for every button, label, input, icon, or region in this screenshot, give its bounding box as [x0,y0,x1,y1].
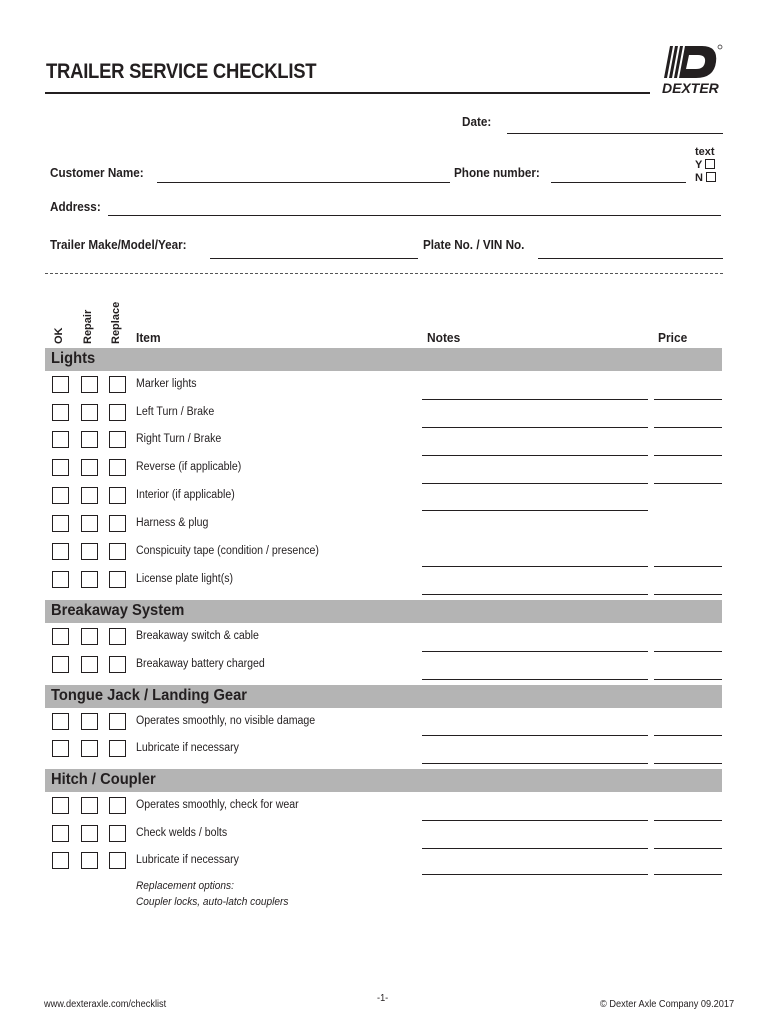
replace-checkbox[interactable] [109,797,126,814]
price-field[interactable] [654,763,722,764]
page-title: TRAILER SERVICE CHECKLIST [46,60,317,83]
ok-checkbox[interactable] [52,543,69,560]
notes-field[interactable] [422,399,648,400]
section-title: Lights [51,350,96,367]
checklist-row [45,571,725,599]
notes-field[interactable] [422,848,648,849]
brand-name: DEXTER [662,80,719,96]
checklist-row [45,404,725,432]
section-breakaway-system [45,600,722,623]
footer-url[interactable]: www.dexteraxle.com/checklist [44,999,167,1010]
ok-checkbox[interactable] [52,431,69,448]
ok-checkbox[interactable] [52,713,69,730]
address-field[interactable] [108,215,721,216]
text-yes-checkbox[interactable] [705,159,715,169]
replace-checkbox[interactable] [109,740,126,757]
item-label: License plate light(s) [136,573,234,585]
plate-vin-field[interactable] [538,258,723,259]
item-label: Lubricate if necessary [136,854,239,866]
repair-checkbox[interactable] [81,376,98,393]
trailer-field[interactable] [210,258,418,259]
repair-checkbox[interactable] [81,404,98,421]
replace-checkbox[interactable] [109,543,126,560]
item-label: Right Turn / Brake [136,433,222,445]
text-yes-label: Y [695,159,703,171]
notes-field[interactable] [422,594,648,595]
notes-field[interactable] [422,427,648,428]
ok-checkbox[interactable] [52,740,69,757]
item-label: Check welds / bolts [136,827,228,839]
checklist-row [45,713,725,741]
checklist-row [45,487,725,515]
ok-checkbox[interactable] [52,825,69,842]
replace-checkbox[interactable] [109,404,126,421]
col-repair: Repair [82,309,94,344]
checklist-row [45,740,725,768]
item-label: Left Turn / Brake [136,406,215,418]
repair-checkbox[interactable] [81,852,98,869]
replacement-note-line1: Replacement options: [136,880,234,892]
notes-field[interactable] [422,483,648,484]
text-option [695,146,716,185]
price-field[interactable] [654,566,722,567]
repair-checkbox[interactable] [81,459,98,476]
repair-checkbox[interactable] [81,740,98,757]
customer-name-label: Customer Name: [50,165,144,180]
repair-checkbox[interactable] [81,515,98,532]
checklist-row [45,825,725,853]
ok-checkbox[interactable] [52,571,69,588]
section-lights [45,348,722,371]
col-replace: Replace [110,301,122,344]
plate-vin-label: Plate No. / VIN No. [423,237,525,252]
checklist-row [45,543,725,571]
replace-checkbox[interactable] [109,713,126,730]
replace-checkbox[interactable] [109,628,126,645]
checklist-row [45,431,725,459]
checklist-row [45,797,725,825]
item-label: Operates smoothly, no visible damage [136,715,316,727]
section-title: Tongue Jack / Landing Gear [51,687,248,704]
ok-checkbox[interactable] [52,628,69,645]
repair-checkbox[interactable] [81,713,98,730]
checklist-row [45,515,725,543]
text-no-checkbox[interactable] [706,172,716,182]
notes-field[interactable] [422,455,648,456]
checklist-row [45,656,725,684]
replace-checkbox[interactable] [109,376,126,393]
replacement-note [136,878,288,910]
checklist-row [45,628,725,656]
replace-checkbox[interactable] [109,571,126,588]
checklist-row [45,852,725,880]
item-label: Harness & plug [136,517,209,529]
ok-checkbox[interactable] [52,515,69,532]
item-label: Breakaway switch & cable [136,630,259,642]
price-field[interactable] [654,594,722,595]
col-price: Price [658,330,688,345]
item-label: Operates smoothly, check for wear [136,799,299,811]
replace-checkbox[interactable] [109,431,126,448]
replace-checkbox[interactable] [109,825,126,842]
repair-checkbox[interactable] [81,656,98,673]
price-field[interactable] [654,483,722,484]
trailer-label: Trailer Make/Model/Year: [50,237,187,252]
date-field[interactable] [507,133,723,134]
price-field[interactable] [654,399,722,400]
repair-checkbox[interactable] [81,628,98,645]
notes-field[interactable] [422,510,648,511]
item-label: Conspicuity tape (condition / presence) [136,545,319,557]
price-field[interactable] [654,874,722,875]
item-label: Lubricate if necessary [136,742,239,754]
ok-checkbox[interactable] [52,376,69,393]
section-hitch-coupler [45,769,722,792]
replace-checkbox[interactable] [109,515,126,532]
col-ok: OK [53,327,65,344]
title-rule [45,92,650,94]
text-no-label: N [695,172,703,184]
col-notes: Notes [427,330,461,345]
replace-checkbox[interactable] [109,656,126,673]
price-field[interactable] [654,679,722,680]
customer-name-field[interactable] [157,182,450,183]
ok-checkbox[interactable] [52,656,69,673]
checklist-row [45,459,725,487]
price-field[interactable] [654,848,722,849]
checklist-row [45,376,725,404]
price-field[interactable] [654,820,722,821]
replace-checkbox[interactable] [109,459,126,476]
ok-checkbox[interactable] [52,797,69,814]
price-field[interactable] [654,735,722,736]
phone-label: Phone number: [454,165,540,180]
price-field[interactable] [654,651,722,652]
repair-checkbox[interactable] [81,431,98,448]
ok-checkbox[interactable] [52,487,69,504]
price-field[interactable] [654,427,722,428]
footer-copyright: © Dexter Axle Company 09.2017 [600,999,735,1010]
replace-checkbox[interactable] [109,487,126,504]
notes-field[interactable] [422,763,648,764]
item-label: Breakaway battery charged [136,658,265,670]
page-number: -1- [377,993,389,1004]
address-label: Address: [50,199,101,214]
dashed-divider [45,273,723,274]
repair-checkbox[interactable] [81,797,98,814]
ok-checkbox[interactable] [52,404,69,421]
dexter-logo [660,44,724,96]
notes-field[interactable] [422,820,648,821]
item-label: Reverse (if applicable) [136,461,242,473]
repair-checkbox[interactable] [81,825,98,842]
repair-checkbox[interactable] [81,543,98,560]
repair-checkbox[interactable] [81,487,98,504]
notes-field[interactable] [422,679,648,680]
text-option-label: text [695,146,715,158]
section-title: Hitch / Coupler [51,771,156,788]
replace-checkbox[interactable] [109,852,126,869]
replacement-note-line2: Coupler locks, auto-latch couplers [136,896,289,908]
phone-field[interactable] [551,182,686,183]
col-item: Item [136,330,161,345]
ok-checkbox[interactable] [52,852,69,869]
notes-field[interactable] [422,735,648,736]
item-label: Interior (if applicable) [136,489,235,501]
notes-field[interactable] [422,874,648,875]
dexter-logo-mark [660,44,724,96]
repair-checkbox[interactable] [81,571,98,588]
price-field[interactable] [654,455,722,456]
ok-checkbox[interactable] [52,459,69,476]
date-label: Date: [462,114,492,129]
notes-field[interactable] [422,651,648,652]
section-title: Breakaway System [51,602,185,619]
item-label: Marker lights [136,378,197,390]
section-tongue-jack [45,685,722,708]
notes-field[interactable] [422,566,648,567]
